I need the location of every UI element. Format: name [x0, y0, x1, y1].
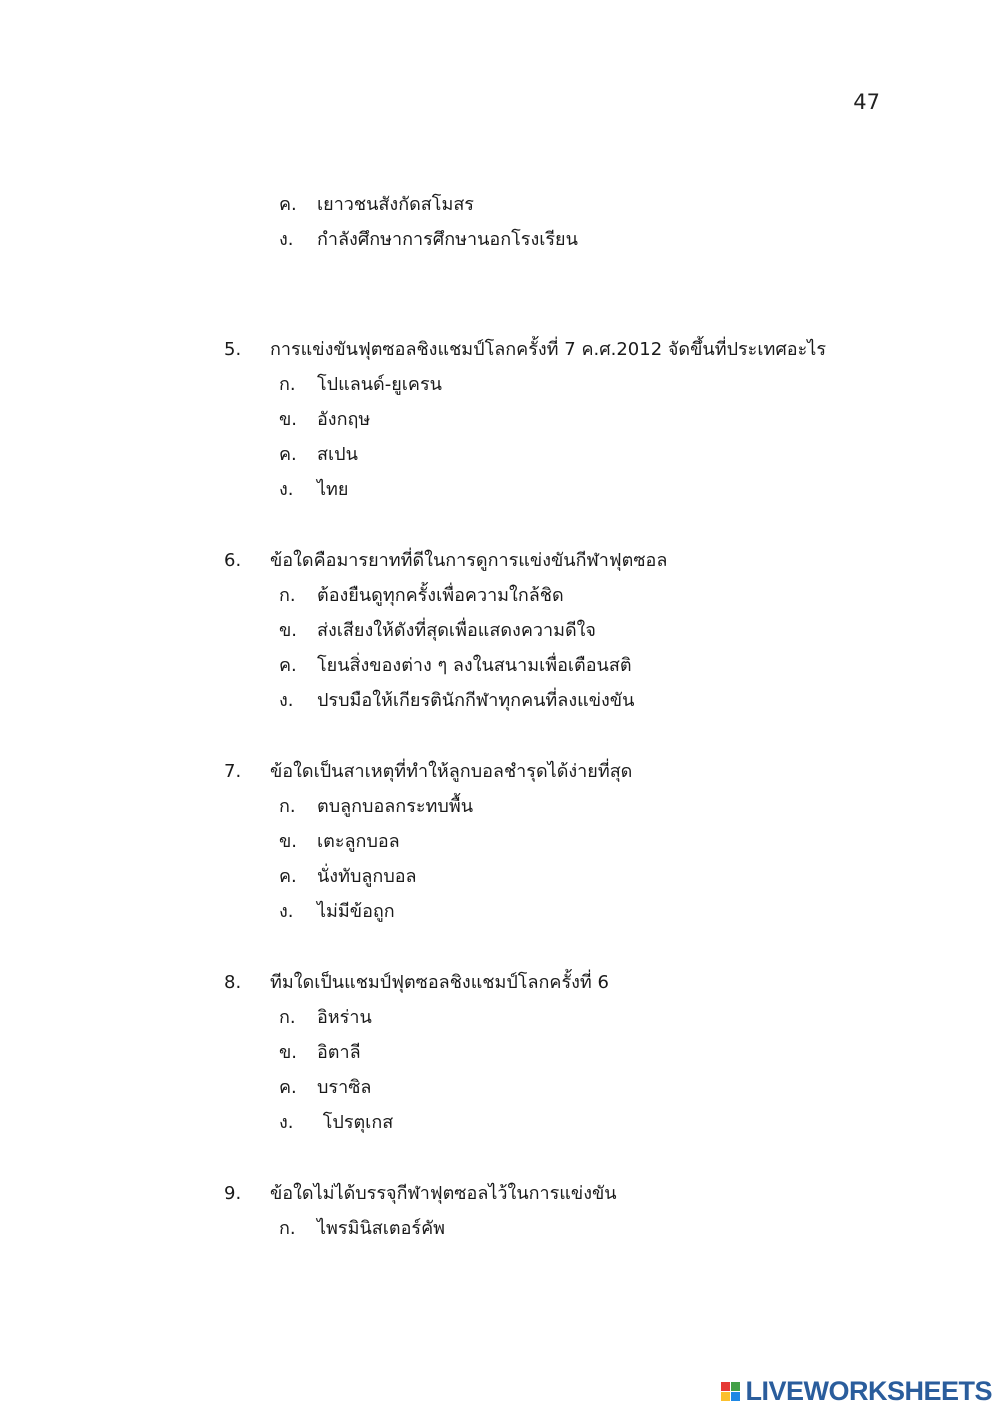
option-text: เยาวชนสังกัดสโมสร	[317, 194, 474, 215]
option-label: ข.	[279, 620, 298, 641]
option-text: โปรตุเกส	[317, 1112, 394, 1133]
option-label: ค.	[279, 866, 297, 887]
question-text: ข้อใดคือมารยาทที่ดีในการดูการแข่งขันกีฬาฟุตซอล	[270, 550, 668, 571]
option-label: ค.	[279, 194, 297, 215]
logo-square-red	[721, 1382, 730, 1391]
liveworksheets-logo-icon	[721, 1382, 740, 1401]
option-text: นั่งทับลูกบอล	[317, 866, 417, 887]
option-label: ก.	[279, 585, 296, 606]
question-text: ข้อใดเป็นสาเหตุที่ทำให้ลูกบอลชำรุดได้ง่ายที่สุด	[270, 761, 633, 782]
question-number: 5.	[224, 339, 242, 360]
option-label: ข.	[279, 409, 298, 430]
option-label: ค.	[279, 655, 297, 676]
option-text: ส่งเสียงให้ดังที่สุดเพื่อแสดงความดีใจ	[317, 620, 596, 641]
logo-square-blue	[731, 1392, 740, 1401]
option-label: ง.	[279, 479, 294, 500]
option-label: ง.	[279, 901, 294, 922]
question-number: 6.	[224, 550, 242, 571]
option-text: ต้องยืนดูทุกครั้งเพื่อความใกล้ชิด	[317, 585, 564, 606]
option-text: โปแลนด์-ยูเครน	[317, 374, 442, 395]
option-label: ก.	[279, 1007, 296, 1028]
question-number: 8.	[224, 972, 242, 993]
question-text: การแข่งขันฟุตซอลชิงแชมป์โลกครั้งที่ 7 ค.ศ.2012 จัดขึ้นที่ประเทศอะไร	[270, 339, 826, 360]
option-label: ง.	[279, 1112, 294, 1133]
option-text: ไม่มีข้อถูก	[317, 901, 395, 922]
option-text: กำลังศึกษาการศึกษานอกโรงเรียน	[317, 229, 578, 250]
option-label: ก.	[279, 796, 296, 817]
option-label: ง.	[279, 690, 294, 711]
option-label: ค.	[279, 444, 297, 465]
option-label: ข.	[279, 831, 298, 852]
page-number: 47	[853, 90, 880, 114]
option-label: ก.	[279, 1218, 296, 1239]
option-text: เตะลูกบอล	[317, 831, 400, 852]
liveworksheets-watermark[interactable]	[721, 1376, 992, 1407]
question-number: 9.	[224, 1183, 242, 1204]
option-text: อิตาลี	[317, 1042, 361, 1063]
option-text: โยนสิ่งของต่าง ๆ ลงในสนามเพื่อเตือนสติ	[317, 655, 632, 676]
option-text: บราซิล	[317, 1077, 372, 1098]
option-label: ค.	[279, 1077, 297, 1098]
option-label: ง.	[279, 229, 294, 250]
option-label: ข.	[279, 1042, 298, 1063]
watermark-text: LIVEWORKSHEETS	[745, 1376, 992, 1406]
question-text: ข้อใดไม่ได้บรรจุกีฬาฟุตซอลไว้ในการแข่งขัน	[270, 1183, 617, 1204]
logo-square-yellow	[721, 1392, 730, 1401]
option-label: ก.	[279, 374, 296, 395]
option-text: สเปน	[317, 444, 358, 465]
question-number: 7.	[224, 761, 242, 782]
option-text: ไทย	[317, 479, 349, 500]
option-text: ตบลูกบอลกระทบพื้น	[317, 796, 474, 817]
logo-square-green	[731, 1382, 740, 1391]
option-text: อิหร่าน	[317, 1007, 372, 1028]
option-text: ไพรมินิสเตอร์คัพ	[317, 1218, 445, 1239]
option-text: ปรบมือให้เกียรตินักกีฬาทุกคนที่ลงแข่งขัน	[317, 690, 635, 711]
question-text: ทีมใดเป็นแชมป์ฟุตซอลชิงแชมป์โลกครั้งที่ 6	[270, 972, 609, 993]
option-text: อังกฤษ	[317, 409, 371, 430]
